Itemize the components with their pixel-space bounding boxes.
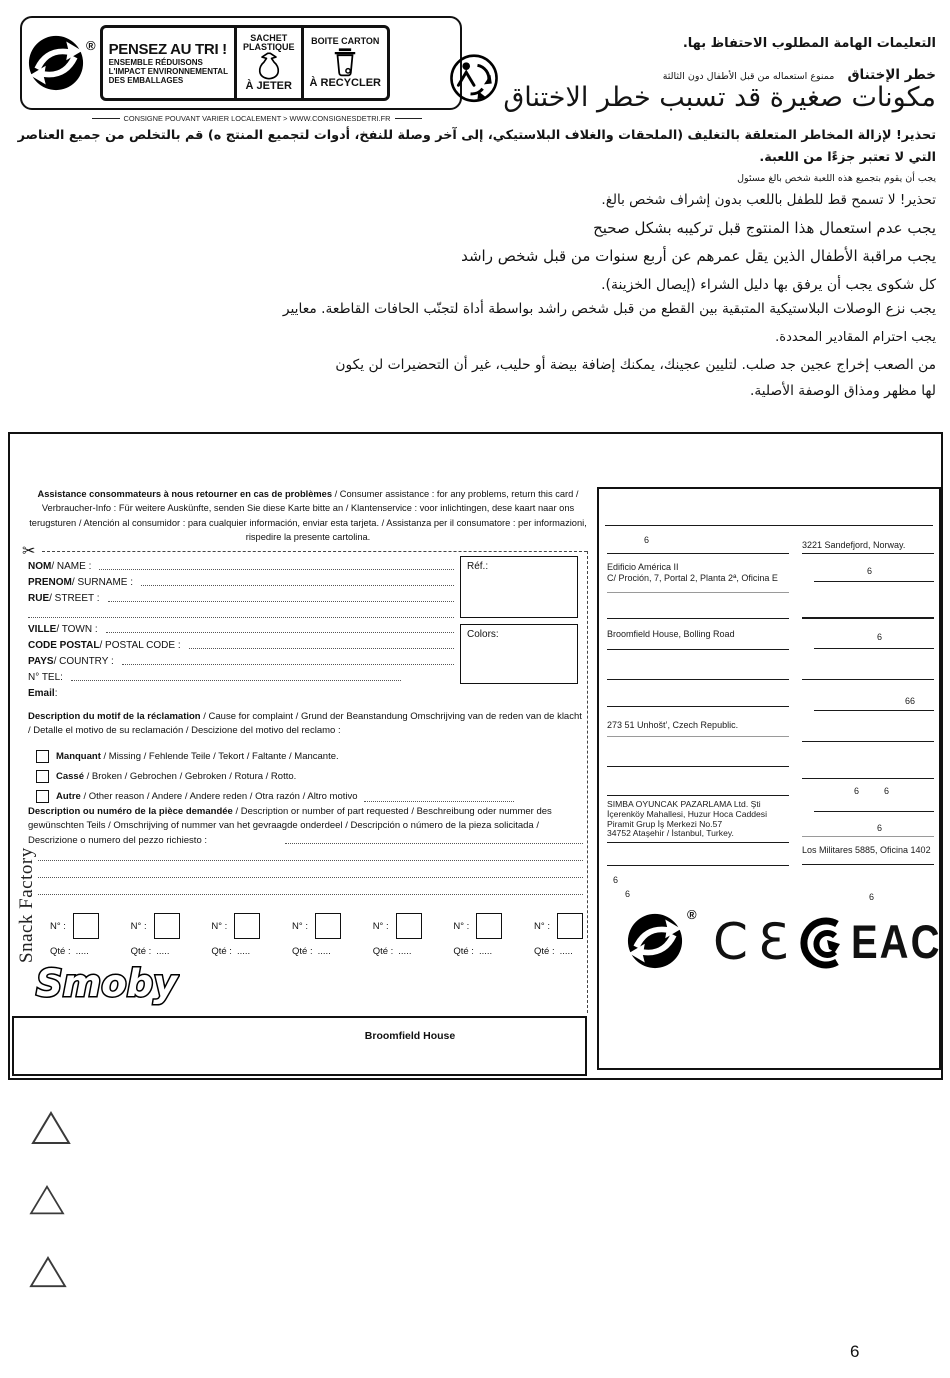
assistance-header-rest: / Consumer assistance : for any problems, return this card / Verbraucher-Info : Für weitere Auskünfte, senden Sie diese Karte bitte an / Klantenservice : voor inlichtingen, dese kaart naar ons terugsturen / Atención al consumidor : para cualquier información, enviar esta tarjeta. / Assistanza per il consumatore : per informazioni, rispedire la presente cartolina. (29, 489, 587, 543)
no-box (154, 913, 180, 939)
field-tel (28, 667, 456, 683)
address-uk: Broomfield House, Bolling Road (607, 629, 735, 639)
no-label: N° : (453, 920, 470, 932)
address-line-rule (607, 795, 789, 796)
address-spain (607, 562, 778, 583)
tri-subtitle-3: DES EMBALLAGES (108, 76, 184, 86)
part-number-group (292, 913, 341, 957)
registered-mark: ® (687, 907, 697, 922)
part-number-group (211, 913, 260, 957)
address-line-rule (607, 649, 789, 650)
smoby-logo (30, 956, 180, 1010)
address-line-rule (802, 553, 934, 554)
field-surname-label: PRENOM (28, 576, 72, 588)
address-spain-line1: Edificio América II (607, 562, 679, 572)
qty-label: Qté : (211, 946, 232, 957)
assistance-header-bold: Assistance consommateurs à nous retourner en cas de problèmes (37, 489, 333, 499)
address-line-rule (814, 710, 934, 711)
field-tel-label: N° TEL (28, 672, 61, 684)
part-number-group (50, 913, 99, 957)
part-number-group (131, 913, 180, 957)
no-box (396, 913, 422, 939)
missing-label: Manquant (56, 751, 101, 762)
address-line-rule (814, 811, 934, 812)
colors-label: Colors: (467, 629, 499, 640)
address-line-rule (607, 736, 789, 737)
field-country-label: PAYS (28, 656, 54, 668)
warning-triangle-icon (28, 1255, 68, 1289)
field-tel-line (71, 680, 401, 681)
part-request-line-2 (38, 860, 583, 861)
missing-checkbox (36, 750, 49, 763)
sachet-label-2: PLASTIQUE (242, 42, 295, 52)
address-digit: 6 (869, 892, 875, 902)
assistance-header (28, 487, 588, 545)
field-email-colon: : (54, 688, 58, 700)
field-postal-label-en: / POSTAL CODE : (99, 640, 181, 652)
address-line-rule (607, 592, 789, 593)
part-number-group (453, 913, 502, 957)
tri-cell-pensez (103, 28, 234, 98)
address-czech: 273 51 Unhošt’, Czech Republic. (607, 720, 739, 730)
jeter-label: À JETER (245, 80, 292, 93)
address-spain-line2: C/ Proción, 7, Portal 2, Planta 2ª, Oficina E (607, 572, 778, 583)
part-number-group (373, 913, 422, 957)
address-line-rule (607, 865, 789, 866)
part-request-line-3 (38, 877, 583, 878)
boite-label: BOITE CARTON (311, 36, 380, 47)
address-line-rule (802, 778, 934, 779)
address-turkey-line3: Piramit Grup İş Merkezi No.57 (607, 818, 723, 829)
address-turkey (607, 800, 767, 839)
qty-label: Qté : (534, 946, 555, 957)
tri-subtitle-1: ENSEMBLE RÉDUISONS (108, 57, 203, 67)
complaint-header-rest: / Cause for complaint / Grund der Beanstandung Omschrijving van de reden van de klacht / Detalle el motivo de su reclamación / Descizione del motivo del reclamo : (28, 711, 582, 737)
arabic-supervision-warning: تحذير! لا تسمح قط للطفل باللعب بدون إشراف شخص بالغ. (601, 192, 936, 208)
qty-label: Qté : (292, 946, 313, 957)
broken-checkbox (36, 770, 49, 783)
part-request-rest: / Description or number of part requested / Beschreibung oder nummer des gewünschten Teils / Omschrijving of nummer van het gevraagde onderdeel / Descripción o número de la pieza solicitada / Descrizione o numero del pezzo richiesto : (28, 806, 552, 846)
qty-label: Qté : (130, 946, 152, 957)
no-label: N° : (372, 920, 389, 932)
arabic-small-parts-warning: مكونات صغيرة قد تسبب خطر الاختناق (503, 82, 936, 113)
qty-label: Qté : (50, 946, 71, 957)
recycler-label: À RECYCLER (309, 76, 382, 89)
part-request-line-4 (38, 894, 583, 895)
contact-fields (28, 556, 456, 699)
green-dot-icon (627, 913, 683, 969)
field-email-label: Email (28, 688, 55, 700)
checkbox-other-row (36, 790, 514, 803)
field-street (28, 588, 456, 604)
arabic-adult-assembly-note: يجب أن يقوم بتجميع هذه اللعبة شخص بالغ مسئول (737, 173, 936, 184)
no-box (315, 913, 341, 939)
part-request-bold: Description ou numéro de la pièce demandée (28, 806, 233, 817)
no-label: N° : (534, 920, 550, 932)
part-request-line-1 (285, 843, 583, 844)
address-digit: 6 (867, 566, 873, 576)
field-street-line (108, 601, 454, 602)
address-line-rule (607, 553, 789, 554)
field-surname-label-en: / SURNAME : (71, 576, 134, 588)
arabic-not-for-under-3: ممنوع استعماله من قبل الأطفال دون الثالثة (662, 71, 835, 82)
address-digit: 6 (613, 875, 619, 885)
tri-footer-note: CONSIGNE POUVANT VARIER LOCALEMENT > WWW.CONSIGNESDETRI.FR (92, 114, 422, 123)
smoby-logo-text: Smoby (36, 962, 178, 1005)
field-street-line-2 (28, 617, 454, 618)
scissors-icon: ✂ (22, 543, 36, 560)
arabic-packaging-warning-1: تحذير! لإزالة المخاطر المتعلقة بالتغليف (الملحقات والغلاف البلاستيكي، إلى آخر وصلة للنفخ، أدوات لتجميع المنتج ه) قم بالتخلص من جميع العناصر (17, 128, 936, 143)
address-line-rule (802, 679, 934, 680)
field-name (28, 556, 456, 572)
address-digit: 6 (884, 786, 890, 796)
missing-label-rest: / Missing / Fehlende Teile / Tekort / Faltante / Mancante. (100, 751, 339, 762)
address-turkey-line4: 34752 Ataşehir / İstanbul, Turkey. (607, 828, 734, 839)
arabic-remove-plastic-joints: يجب نزع الوصلات البلاستيكية المتبقية بين القطع من قبل شخص راشد بواسطة أداة لتجنّب الحافات القاطعة. معايير (282, 301, 936, 317)
product-name-vertical: Snack Factory (16, 847, 37, 963)
arabic-assembly-before-use: يجب عدم استعمال هذا المنتوج قبل تركيبه بشكل صحيح (593, 219, 936, 237)
recycle-bin-icon (331, 47, 359, 77)
field-country-line (122, 664, 454, 665)
arabic-respect-quantities: يجب احترام المقادير المحددة. (775, 330, 936, 345)
field-street-extra (28, 604, 456, 620)
field-street-label-en: / STREET : (49, 592, 100, 604)
qty-dots: ..... (156, 946, 170, 957)
tri-subtitle-2: L'IMPACT ENVIRONNEMENTAL (108, 66, 228, 76)
qty-dots: ..... (75, 946, 89, 957)
address-line-rule (607, 766, 789, 767)
warning-triangle-icon (28, 1184, 66, 1216)
broken-label: Cassé (56, 771, 84, 782)
arabic-dough-tip-1: من الصعب إخراج عجين جد صلب. لتليين عجينك، يمكنك إضافة بيضة أو حليب، غير أن التحضيرات لن يكون (335, 357, 936, 373)
qty-dots: ..... (398, 946, 412, 957)
checkbox-broken-row (36, 770, 296, 783)
no-box (476, 913, 502, 939)
part-request-header (28, 805, 586, 848)
warning-triangle-icon (30, 1110, 72, 1146)
field-country (28, 651, 456, 667)
eac-mark: EAC (851, 916, 942, 969)
address-line-rule (802, 836, 934, 837)
field-postal-line (189, 648, 454, 649)
address-digit: 66 (905, 696, 916, 706)
no-box (557, 913, 583, 939)
part-number-row (50, 913, 583, 957)
address-chile: Los Militares 5885, Oficina 1402 (802, 845, 931, 855)
arabic-complaint-receipt: كل شكوى يجب أن يرفق بها دليل الشراء (إيصال الخزينة). (601, 277, 936, 293)
address-line-rule (802, 617, 934, 619)
checkbox-missing-row (36, 750, 339, 763)
field-town (28, 620, 456, 636)
address-norway: 3221 Sandefjord, Norway. (802, 540, 906, 550)
qty-label: Qté : (372, 946, 394, 957)
complaint-header-bold: Description du motif de la réclamation (28, 711, 201, 722)
triman-icon (448, 52, 500, 108)
ce-mark: CƐ (713, 913, 799, 971)
qty-label: Qté : (453, 946, 474, 957)
arabic-keep-instructions: التعليمات الهامة المطلوب الاحتفاظ بها. (682, 36, 936, 51)
address-digit: 6 (625, 889, 631, 899)
qty-dots: ..... (317, 946, 331, 957)
green-dot-icon (28, 35, 84, 91)
cut-line-vertical (587, 551, 588, 1013)
address-line-rule (605, 525, 933, 526)
tri-cell-sachet (234, 28, 301, 98)
address-line-rule (607, 842, 789, 843)
broken-label-rest: / Broken / Gebrochen / Gebroken / Rotura / Rotto. (84, 771, 297, 782)
arabic-packaging-warning-2: التي لا تعتبر جزءًا من اللعبة. (759, 150, 936, 165)
arabic-dough-tip-2: لها مظهر ومذاق الوصفة الأصلية. (749, 383, 936, 399)
tri-cell-boite (301, 28, 388, 98)
no-label: N° : (211, 920, 228, 932)
address-line-rule (607, 706, 789, 707)
address-digit: 6 (644, 535, 650, 545)
conformity-mark-icon (797, 917, 849, 969)
other-label-rest: / Other reason / Andere / Andere reden / Otra razón / Altro motivo (80, 791, 358, 802)
plastic-bag-icon (256, 52, 282, 80)
complaint-header (28, 710, 586, 739)
tri-instructions-box (100, 25, 390, 101)
field-name-label-en: / NAME : (51, 560, 92, 572)
no-label: N° : (130, 920, 147, 932)
arabic-age-warning (663, 64, 936, 83)
qty-dots: ..... (236, 946, 251, 957)
recycling-info-block (20, 16, 462, 123)
field-town-label: VILLE (28, 624, 57, 636)
page-number: 6 (850, 1342, 860, 1361)
address-line-rule (607, 618, 789, 619)
field-street-label: RUE (28, 592, 50, 604)
address-line-rule (802, 741, 934, 742)
ref-label: Réf.: (467, 561, 489, 572)
address-digit: 6 (877, 632, 883, 642)
field-town-label-en: / TOWN : (56, 624, 98, 636)
field-email (28, 683, 456, 699)
qty-dots: ..... (478, 946, 493, 957)
field-postal-label: CODE POSTAL (28, 640, 100, 652)
ref-box (460, 556, 578, 618)
address-digit: 6 (877, 823, 883, 833)
no-label: N° : (292, 920, 308, 932)
address-line-rule (802, 864, 934, 865)
no-box (73, 913, 99, 939)
sachet-label-1: SACHET (250, 32, 288, 43)
registered-mark: ® (86, 37, 96, 53)
distributor-address-panel (597, 487, 941, 1070)
other-reason-line (364, 792, 514, 802)
bottom-address-label: Broomfield House (364, 1030, 456, 1042)
colors-box (460, 624, 578, 684)
qty-dots: ..... (559, 946, 573, 957)
address-line-rule (814, 648, 934, 649)
field-tel-colon: : (60, 672, 63, 684)
part-number-group (534, 913, 583, 957)
address-digit: 6 (854, 786, 860, 796)
arabic-choking-hazard: خطر الإختناق (847, 67, 936, 83)
address-line-rule (607, 679, 789, 680)
field-name-line (99, 569, 454, 570)
other-label: Autre (56, 791, 81, 802)
no-label: N° : (50, 920, 66, 932)
cut-line-horizontal (42, 551, 587, 552)
field-surname (28, 572, 456, 588)
other-checkbox (36, 790, 49, 803)
field-surname-line (141, 585, 454, 586)
bottom-address-box (12, 1016, 587, 1076)
arabic-under-4-supervision: يجب مراقبة الأطفال الذين يقل عمرهم عن أربع سنوات من قبل شخص راشد (461, 247, 936, 265)
field-postal (28, 635, 456, 651)
field-name-label: NOM (28, 560, 52, 572)
field-town-line (106, 632, 454, 633)
no-box (234, 913, 260, 939)
address-turkey-line1: SIMBA OYUNCAK PAZARLAMA Ltd. Şti (607, 799, 761, 809)
address-turkey-line2: İçerenköy Mahallesi, Huzur Hoca Caddesi (607, 808, 768, 819)
tri-title: PENSEZ AU TRI ! (108, 40, 227, 58)
field-country-label-en: / COUNTRY : (53, 656, 114, 668)
address-line-rule (814, 581, 934, 582)
